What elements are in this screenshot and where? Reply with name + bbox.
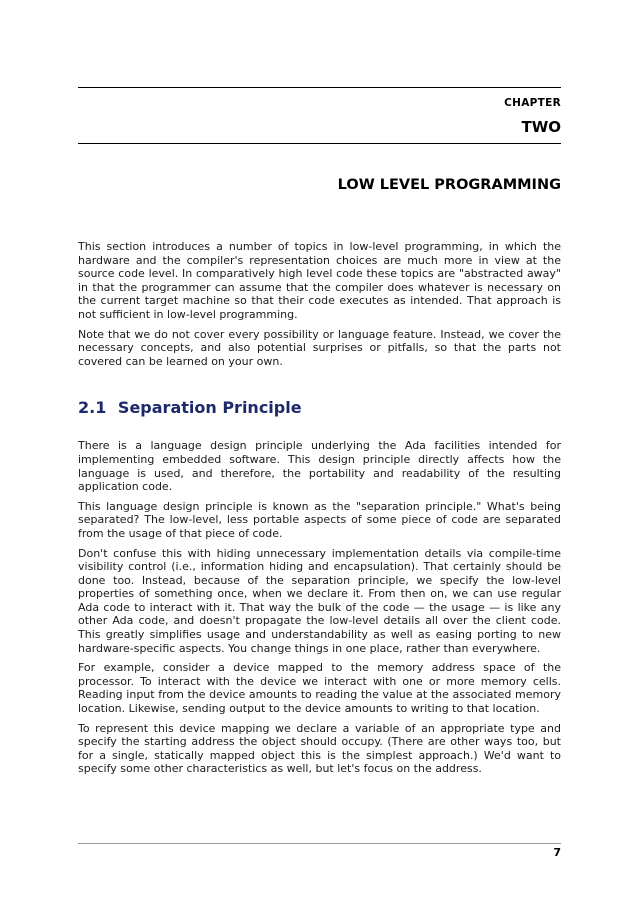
header-bottom-rule: [78, 143, 561, 144]
page-content: [78, 240, 561, 782]
section-paragraph-3: Don't confuse this with hiding unnecessary implementation details via compile-time visibility control (i.e., information hiding and encapsulation). That certainly should be done too. Instead, because of the separation principle, we specify the low-level properties of something once, when we declare it. From then on, we can use regular Ada code to interact with it. That way the bulk of the code — the usage — is like any other Ada code, and doesn't propagate the low-level details all over the client code. This greatly simplifies usage and understandability as well as easing porting to new hardware-specific aspects. You change things in one place, rather than everywhere.: [78, 546, 561, 655]
footer-rule: [78, 843, 561, 844]
chapter-number: TWO: [521, 118, 561, 136]
chapter-title: LOW LEVEL PROGRAMMING: [337, 177, 561, 193]
chapter-label: CHAPTER: [504, 97, 561, 109]
section-heading: [78, 398, 561, 417]
intro-paragraph-2: Note that we do not cover every possibility or language feature. Instead, we cover the necessary concepts, and also potential surprises or pitfalls, so that the parts not covered can be learned on your own.: [78, 327, 561, 368]
section-number: 2.1: [78, 398, 107, 418]
section-paragraph-5: To represent this device mapping we declare a variable of an appropriate type and specify the starting address the object should occupy. (There are other ways too, but for a single, statically mapped object this is the simplest approach.) We'd want to specify some other characteristics as well, but let's focus on the address.: [78, 721, 561, 776]
section-paragraph-2: This language design principle is known as the "separation principle." What's being separated? The low-level, less portable aspects of some piece of code are separated from the usage of that piece of code.: [78, 499, 561, 540]
section-title: Separation Principle: [117, 398, 302, 418]
header-top-rule: [78, 87, 561, 88]
intro-paragraph-1: This section introduces a number of topics in low-level programming, in which the hardware and the compiler's representation choices are much more in view at the source code level. In comparatively high level code these topics are "abstracted away" in that the programmer can assume that the compiler does whatever is necessary on the current target machine so that their code executes as intended. That approach is not sufficient in low-level programming.: [78, 240, 561, 321]
section-paragraph-4: For example, consider a device mapped to the memory address space of the processor. To interact with the device we interact with one or more memory cells. Reading input from the device amounts to reading the value at the associated memory location. Likewise, sending output to the device amounts to writing to that location.: [78, 661, 561, 716]
page-number: 7: [553, 846, 561, 859]
section-paragraph-1: There is a language design principle underlying the Ada facilities intended for implementing embedded software. This design principle directly affects how the language is used, and therefore, the portability and readability of the resulting application code.: [78, 439, 561, 494]
